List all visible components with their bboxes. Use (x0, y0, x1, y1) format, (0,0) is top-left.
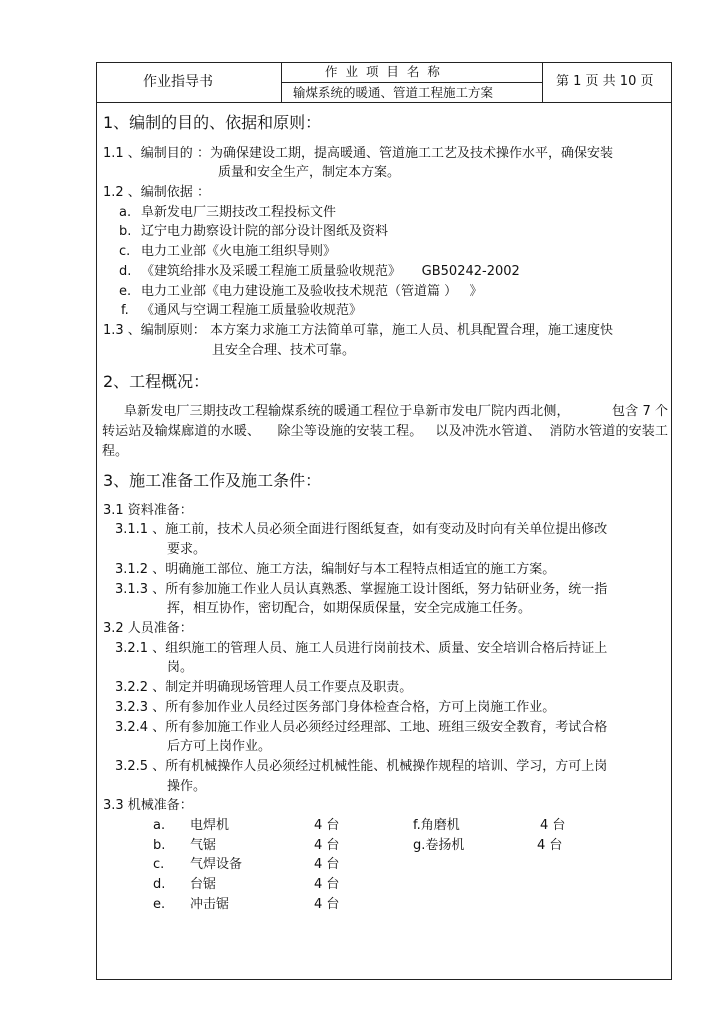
basis-item-b: 辽宁电力勘察设计院的部分设计图纸及资料 (141, 224, 389, 239)
machine-mark: d. (153, 877, 166, 892)
personnel-3-line-1: 3.2.3 、所有参加作业人员经过医务部门身体检查合格，方可上岗施工作业。 (115, 700, 556, 715)
machine-qty: 4 台 (314, 818, 340, 833)
machine-mark: b. (153, 838, 166, 853)
project-overview-paragraph: 阜新发电厂三期技改工程输煤系统的暖通工程位于阜新市发电厂院内西北侧， 包含 7 个转运站及输煤廊道的水暖、 除尘等设施的安装工程。 以及冲洗水管道、 消防水管道的安装工程。 (102, 404, 668, 459)
machine-name: 冲击锯 (190, 897, 230, 912)
materials-title: 3.1 资料准备： (103, 503, 193, 518)
basis-mark-f: f. (121, 303, 129, 318)
machinery-title: 3.3 机械准备： (103, 798, 193, 813)
machine-name: f.角磨机 (413, 818, 460, 833)
section-1-title: 1、编制的目的、依据和原则： (103, 113, 322, 132)
machine-name: 台锯 (190, 877, 217, 892)
basis-item-e: 电力工业部《电力建设施工及验收技术规范（管道篇 ） 》 (141, 284, 483, 299)
personnel-5-line-2: 操作。 (167, 779, 207, 794)
basis-title: 1.2 、编制依据 ： (103, 185, 210, 200)
materials-3-line-1: 3.1.3 、所有参加施工作业人员认真熟悉、掌握施工设计图纸，努力钻研业务，统一指 (115, 582, 608, 597)
machine-mark: a. (153, 818, 166, 833)
purpose-line-1: 1.1 、编制目的 ：为确保建设工期，提高暖通、管道施工工艺及技术操作水平，确保安装 (103, 146, 613, 161)
project-label: 作 业 项 目 名 称 (325, 64, 442, 79)
doc-type-label: 作业指导书 (143, 74, 213, 90)
basis-mark-b: b. (119, 224, 132, 239)
machine-name: g.卷扬机 (413, 838, 465, 853)
basis-mark-e: e. (119, 284, 132, 299)
machine-name: 电焊机 (190, 818, 230, 833)
principle-line-1: 1.3 、编制原则： 本方案力求施工方法简单可靠，施工人员、机具配置合理，施工速度快 (103, 323, 613, 338)
basis-item-d: 《建筑给排水及采暖工程施工质量验收规范》 GB50242-2002 (141, 264, 520, 279)
machine-mark: c. (153, 857, 165, 872)
machine-mark: e. (153, 897, 166, 912)
header-bottom-rule (96, 102, 672, 103)
machine-qty: 4 台 (314, 857, 340, 872)
personnel-4-line-1: 3.2.4 、所有参加施工作业人员必须经过经理部、工地、班组三级安全教育，考试合格 (115, 720, 608, 735)
project-name: 输煤系统的暖通、管道工程施工方案 (293, 85, 494, 100)
header-divider-right (542, 62, 543, 102)
page-info: 第 1 页 共 10 页 (556, 74, 654, 89)
machine-qty: 4 台 (314, 877, 340, 892)
materials-2-line-1: 3.1.2 、明确施工部位、施工方法，编制好与本工程特点相适宜的施工方案。 (115, 562, 556, 577)
machine-name: 气焊设备 (190, 857, 243, 872)
principle-line-2: 且安全合理、技术可靠。 (212, 343, 356, 358)
machine-qty: 4 台 (314, 897, 340, 912)
basis-mark-a: a. (119, 205, 132, 220)
purpose-line-2: 质量和安全生产，制定本方案。 (218, 165, 401, 180)
materials-1-line-1: 3.1.1 、施工前，技术人员必须全面进行图纸复查，如有变动及时向有关单位提出修改 (115, 522, 608, 537)
personnel-1-line-1: 3.2.1 、组织施工的管理人员、施工人员进行岗前技术、质量、安全培训合格后持证上 (115, 641, 608, 656)
section-3-title: 3、施工准备工作及施工条件： (103, 471, 322, 490)
machine-qty: 4 台 (314, 838, 340, 853)
machine-qty: 4 台 (540, 818, 566, 833)
basis-item-a: 阜新发电厂三期技改工程投标文件 (141, 205, 337, 220)
basis-mark-c: c. (119, 244, 131, 259)
basis-item-f: 《通风与空调工程施工质量验收规范》 (141, 303, 363, 318)
materials-1-line-2: 要求。 (167, 542, 207, 557)
personnel-1-line-2: 岗。 (167, 660, 194, 675)
basis-mark-d: d. (119, 264, 132, 279)
basis-item-c: 电力工业部《火电施工组织导则》 (141, 244, 337, 259)
personnel-title: 3.2 人员准备： (103, 621, 193, 636)
materials-3-line-2: 挥，相互协作，密切配合，如期保质保量，安全完成施工任务。 (167, 601, 532, 616)
personnel-4-line-2: 后方可上岗作业。 (167, 739, 272, 754)
section-2-title: 2、工程概况： (103, 372, 210, 391)
machine-name: 气锯 (190, 838, 217, 853)
personnel-2-line-1: 3.2.2 、制定并明确现场管理人员工作要点及职责。 (115, 680, 413, 695)
personnel-5-line-1: 3.2.5 、所有机械操作人员必须经过机械性能、机械操作规程的培训、学习，方可上岗 (115, 759, 608, 774)
header-middle-rule (281, 82, 542, 83)
machine-qty: 4 台 (537, 838, 563, 853)
